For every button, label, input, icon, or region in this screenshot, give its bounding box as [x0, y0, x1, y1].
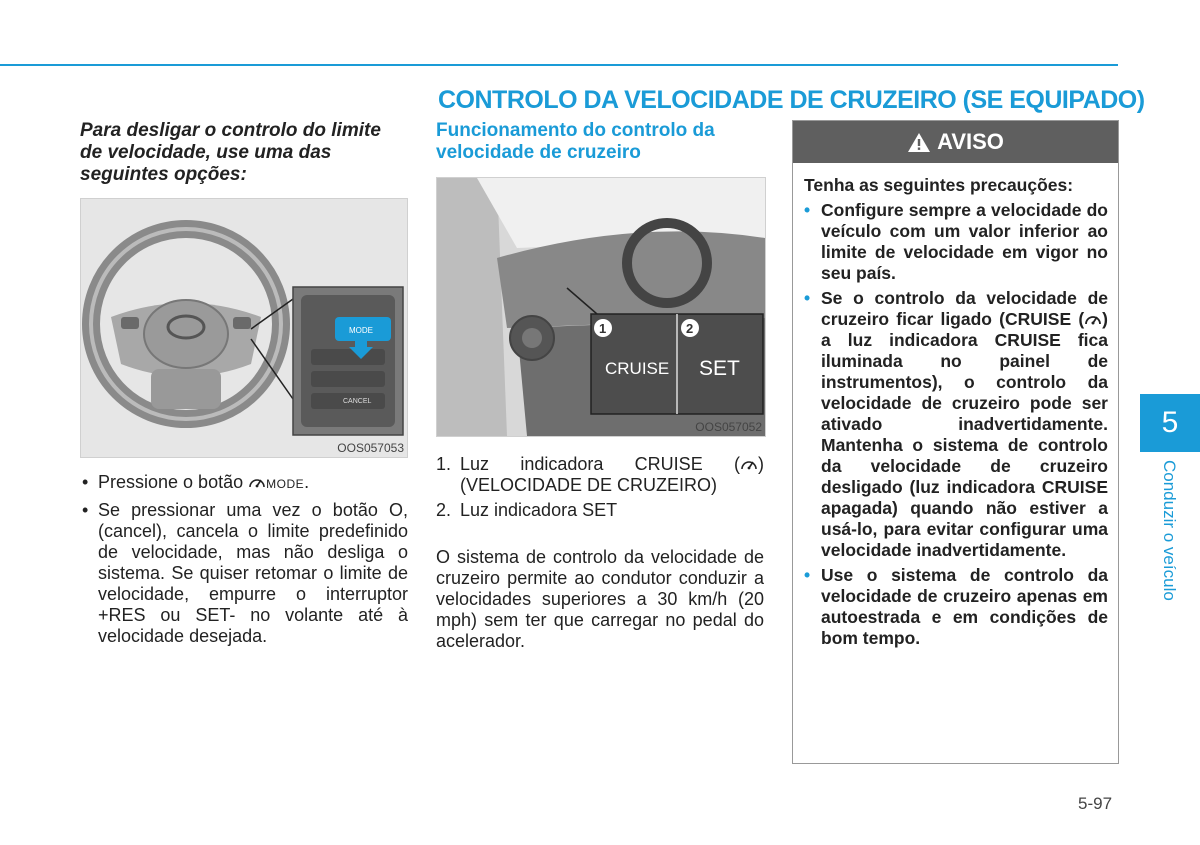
- bullet-text: Pressione o botão: [98, 472, 244, 492]
- item-number: 1.: [436, 454, 452, 474]
- cruise-indicator-label: CRUISE: [605, 359, 670, 378]
- intro-text: Para desligar o controlo do limite de velocidade, use uma das seguintes opções:: [80, 120, 381, 185]
- left-column: [80, 120, 408, 652]
- item-text: Luz indicadora SET: [460, 500, 618, 520]
- figure-code: OOS057053: [337, 441, 404, 455]
- list-item: [80, 500, 408, 647]
- bullet-dot: •: [804, 288, 811, 308]
- warning-box: [792, 120, 1119, 764]
- item-number: 2.: [436, 500, 452, 520]
- warning-item-text: Use o sistema de controlo da velocidade de cruzeiro apenas em autoestrada e em condições de bom tempo.: [821, 565, 1108, 648]
- dashboard-figure: [436, 177, 766, 437]
- mode-button-label: MODE: [349, 326, 373, 335]
- bullet-dot: •: [82, 500, 89, 520]
- chapter-number-tab: 5: [1140, 394, 1200, 452]
- list-item: [804, 200, 1108, 284]
- warning-title: AVISO: [937, 129, 1004, 154]
- list-item: [80, 472, 408, 495]
- steering-wheel-illustration: [81, 199, 407, 457]
- warning-header: [793, 121, 1118, 163]
- mode-label: MODE: [266, 477, 305, 491]
- cruise-speedometer-icon: [1084, 312, 1102, 328]
- warning-item-text: ) a luz indicadora CRUISE fica iluminada no painel de instrumentos), o controlo da velocidade de cruzeiro pode ser ativado inadvertidamente. Mantenha o sistema de controlo da velocidade de cruzeiro desligado (luz indicadora CRUISE apagada) quando não estiver a usá-lo, para evitar configurar uma velocidade inadvertidamente.: [821, 309, 1108, 560]
- bullet-suffix: .: [304, 472, 310, 492]
- warning-list: [804, 200, 1108, 649]
- list-item: [436, 500, 764, 521]
- description-paragraph: O sistema de controlo da velocidade de cruzeiro permite ao condutor conduzir a velocidades superiores a 30 km/h (20 mph) sem ter que carregar no pedal do acelerador.: [436, 547, 764, 651]
- dashboard-illustration: [437, 178, 765, 436]
- cruise-speedometer-icon: [248, 475, 266, 491]
- warning-triangle-icon: [907, 132, 931, 153]
- bullet-dot: •: [804, 565, 811, 585]
- bullet-text: Se pressionar uma vez o botão O, (cancel), cancela o limite predefinido de velocidade, mas não desliga o sistema. Se quiser retomar o limite de velocidade, empurre o interruptor +RES ou SET- no volante até à velocidade desejada.: [98, 500, 408, 646]
- list-item: [804, 288, 1108, 561]
- list-item: [436, 454, 764, 496]
- page-number: 5-97: [1078, 794, 1113, 813]
- bullet-dot: •: [804, 200, 811, 220]
- warning-body: [793, 163, 1118, 649]
- indicator-list: [436, 454, 764, 521]
- set-indicator-label: SET: [699, 357, 740, 380]
- bullet-dot: •: [82, 472, 89, 492]
- warning-item-text: Se o controlo da velocidade de cruzeiro ficar ligado (CRUISE (: [821, 288, 1108, 329]
- chapter-name: Conduzir o veículo: [1160, 460, 1179, 601]
- list-item: [804, 565, 1108, 649]
- top-rule: [0, 64, 1118, 66]
- item-text: Luz indicadora CRUISE (: [460, 454, 740, 474]
- cruise-speedometer-icon: [740, 457, 758, 473]
- cancel-button-label: CANCEL: [343, 398, 372, 405]
- options-list: [80, 472, 408, 647]
- steering-wheel-figure: [80, 198, 408, 458]
- subheading: Funcionamento do controlo da velocidade de cruzeiro: [436, 120, 715, 163]
- section-title: CONTROLO DA VELOCIDADE DE CRUZEIRO (SE EQUIPADO): [438, 86, 1145, 114]
- middle-column: [436, 120, 764, 652]
- indicator1-number: 1: [599, 321, 607, 336]
- item-text: ) (VELOCIDADE DE CRUZEIRO): [460, 454, 764, 495]
- indicator2-number: 2: [686, 321, 694, 336]
- warning-item-text: Configure sempre a velocidade do veículo com um valor inferior ao limite de velocidade em vigor no seu país.: [821, 200, 1108, 283]
- warning-intro: Tenha as seguintes precauções:: [804, 175, 1074, 195]
- figure-code: OOS057052: [695, 420, 762, 434]
